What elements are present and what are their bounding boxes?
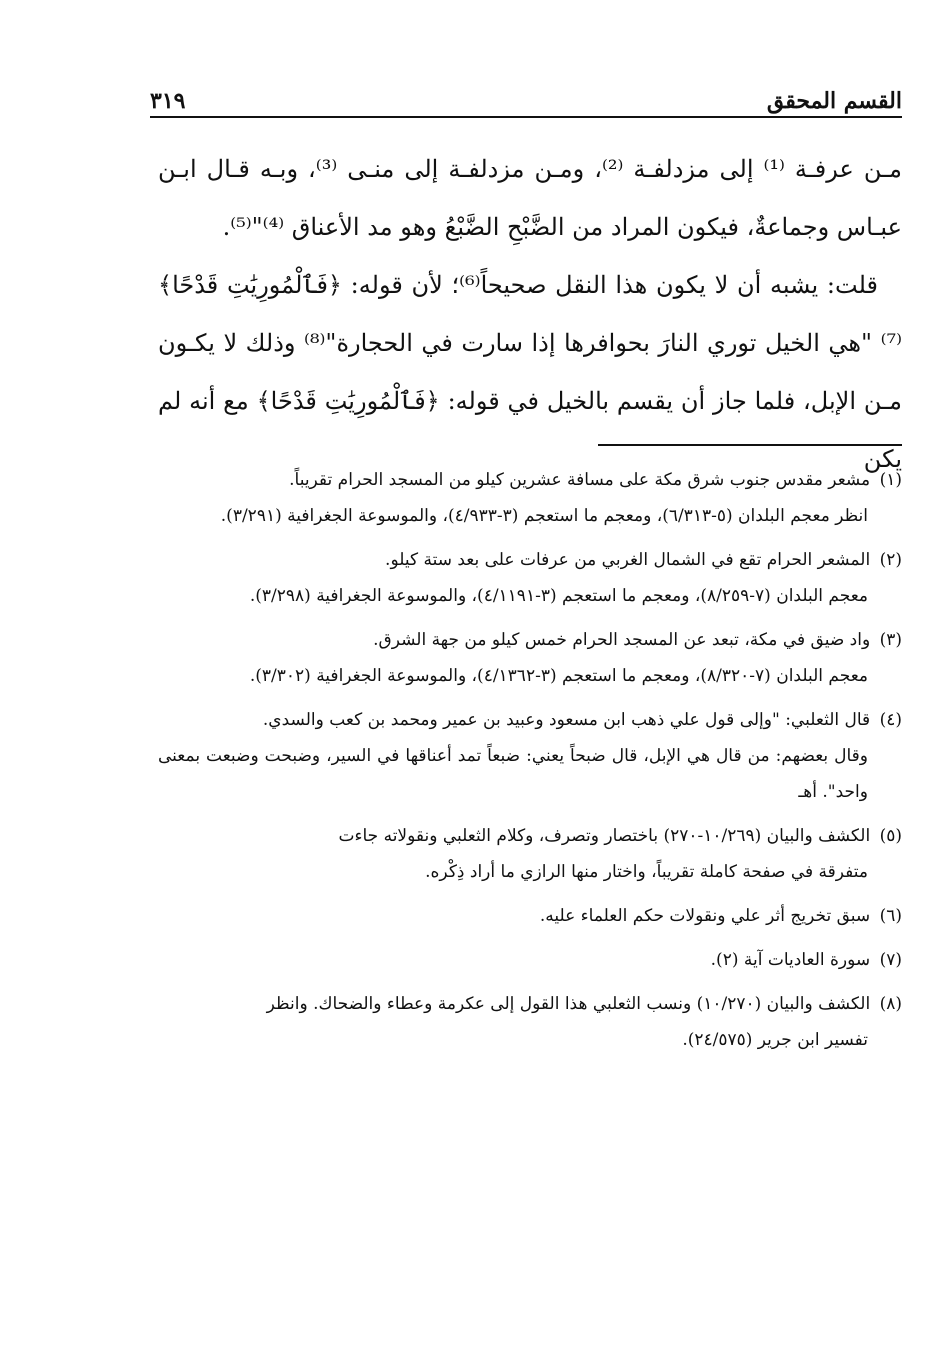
footnote-text: المشعر الحرام تقع في الشمال الغربي من عرفات على بعد ستة كيلو. bbox=[385, 550, 871, 570]
footnote-continuation: انظر معجم البلدان (٥-٦/٣١٣)، ومعجم ما استعجم (٣-٤/٩٣٣)، والموسوعة الجغرافية (٣/٢٩١). bbox=[220, 506, 868, 526]
footnote-5 bbox=[158, 818, 902, 890]
body-paragraph-2: قلت: يشبه أن لا يكون هذا النقل صحيحاً⁽⁶⁾؛ لأن قوله: ﴿فَٱلْمُورِيَٰتِ قَدْحًا﴾⁽⁷⁾ "هي الخيل توري النارَ بحوافرها إذا سارت في الحجارة"⁽⁸⁾ وذلك لا يكـون مـن الإبل، فلما جاز أن يقسم بالخيل في قوله: ﴿فَٱلْمُورِيَٰتِ قَدْحًا﴾ مع أنه لم يكن bbox=[158, 271, 902, 473]
footnote-8 bbox=[158, 986, 902, 1058]
body-paragraph-1: مـن عرفـة ⁽¹⁾ إلى مزدلفـة ⁽²⁾، ومـن مزدلفـة إلى منـى ⁽³⁾، وبـه قـال ابـن عبـاس وجماعةٌ، فيكون المراد من الضَّبْحِ الضَّبْعُ وهو مد الأعناق ⁽⁴⁾"⁽⁵⁾. bbox=[158, 155, 902, 241]
footnote-number: (٨) bbox=[879, 994, 902, 1014]
footnote-continuation: تفسير ابن جرير (٢٤/٥٧٥). bbox=[682, 1030, 868, 1050]
footnote-text: سبق تخريج أثر علي ونقولات حكم العلماء عليه. bbox=[539, 906, 871, 926]
footnote-text: الكشف والبيان (١٠/٢٧٠) ونسب الثعلبي هذا القول إلى عكرمة وعطاء والضحاك. وانظر bbox=[266, 994, 871, 1014]
footnote-text: الكشف والبيان (١٠/٢٦٩-٢٧٠) باختصار وتصرف، وكلام الثعلبي ونقولاته جاءت bbox=[338, 826, 871, 846]
footnote-number: (٥) bbox=[879, 826, 902, 846]
footnote-3 bbox=[158, 622, 902, 694]
footnote-number: (٣) bbox=[879, 630, 902, 650]
footnote-separator bbox=[598, 444, 902, 446]
footnote-6 bbox=[158, 898, 902, 934]
footnote-text: مشعر مقدس جنوب شرق مكة على مسافة عشرين كيلو من المسجد الحرام تقريباً. bbox=[289, 470, 871, 490]
page-number: ٣١٩ bbox=[150, 88, 186, 114]
footnote-number: (١) bbox=[879, 470, 902, 490]
footnotes bbox=[158, 462, 902, 1066]
footnote-number: (٧) bbox=[879, 950, 902, 970]
footnote-text: قال الثعلبي: "وإلى قول علي ذهب ابن مسعود وعبيد بن عمير ومحمد بن كعب والسدي. bbox=[262, 710, 871, 730]
footnote-4 bbox=[158, 702, 902, 810]
footnote-continuation: متفرقة في صفحة كاملة تقريباً، واختار منها الرازي ما أراد ذِكْره. bbox=[425, 862, 868, 882]
footnote-text: سورة العاديات آية (٢). bbox=[710, 950, 871, 970]
footnote-continuation: وقال بعضهم: من قال هي الإبل، قال ضبحاً يعني: ضبعاً تمد أعناقها في السير، وضبحت وضبعت بمعنى واحد". أهـ bbox=[158, 746, 868, 802]
footnote-continuation: معجم البلدان (٧-٨/٢٥٩)، ومعجم ما استعجم (٣-٤/١١٩١)، والموسوعة الجغرافية (٣/٢٩٨). bbox=[249, 586, 868, 606]
footnote-7 bbox=[158, 942, 902, 978]
footnote-2 bbox=[158, 542, 902, 614]
running-header bbox=[150, 82, 902, 118]
footnote-number: (٦) bbox=[879, 906, 902, 926]
section-title: القسم المحقق bbox=[766, 88, 902, 114]
footnote-text: واد ضيق في مكة، تبعد عن المسجد الحرام خمس كيلو من جهة الشرق. bbox=[373, 630, 871, 650]
footnote-number: (٢) bbox=[879, 550, 902, 570]
footnote-number: (٤) bbox=[879, 710, 902, 730]
main-text bbox=[158, 140, 902, 488]
footnote-continuation: معجم البلدان (٧-٨/٣٢٠)، ومعجم ما استعجم (٣-٤/١٣٦٢)، والموسوعة الجغرافية (٣/٣٠٢). bbox=[249, 666, 868, 686]
footnote-1 bbox=[158, 462, 902, 534]
